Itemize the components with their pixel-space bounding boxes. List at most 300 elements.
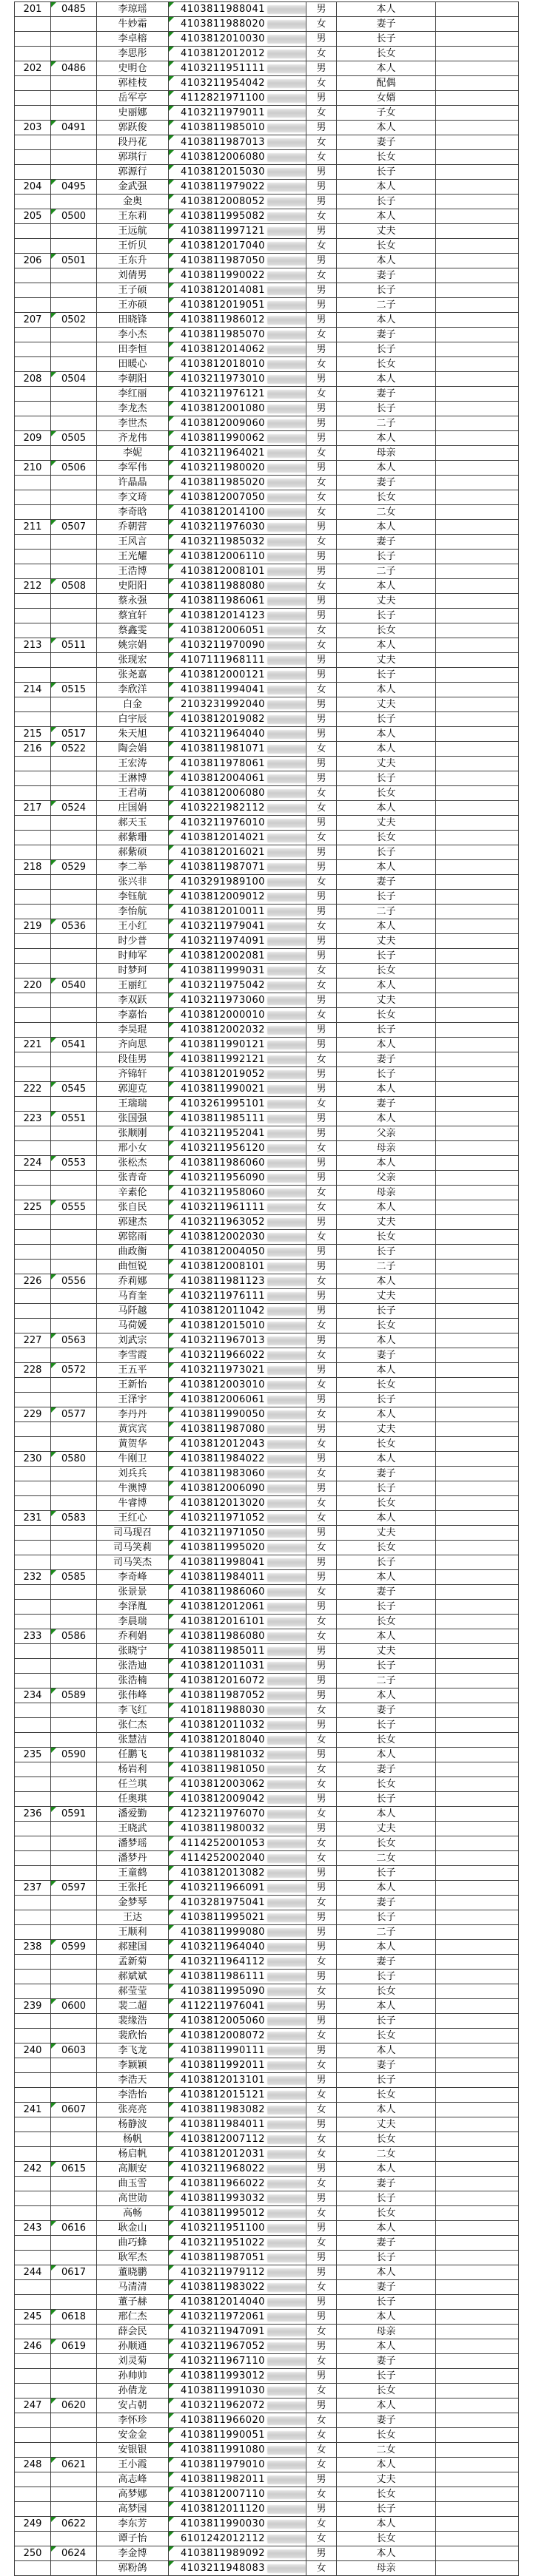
member-name-cell[interactable] <box>97 1097 169 1112</box>
member-name-cell[interactable] <box>97 1467 169 1481</box>
gender-cell[interactable] <box>306 47 337 61</box>
id-number-cell[interactable] <box>169 357 306 372</box>
id-number-cell[interactable] <box>169 2472 306 2487</box>
member-name-cell[interactable] <box>97 1792 169 1807</box>
member-name-cell[interactable] <box>97 2472 169 2487</box>
gender-cell[interactable] <box>306 2221 337 2236</box>
relation-cell[interactable] <box>337 1215 436 1230</box>
gender-cell[interactable] <box>306 1496 337 1511</box>
gender-cell[interactable] <box>306 1718 337 1733</box>
household-code-cell[interactable] <box>51 61 97 76</box>
id-number-cell[interactable] <box>169 550 306 564</box>
member-name-cell[interactable] <box>97 579 169 594</box>
member-name-cell[interactable] <box>97 993 169 1008</box>
gender-cell[interactable] <box>306 135 337 150</box>
household-code-cell[interactable] <box>51 1407 97 1422</box>
empty-cell[interactable] <box>436 416 519 431</box>
id-number-cell[interactable] <box>169 1836 306 1851</box>
empty-cell[interactable] <box>436 1644 519 1659</box>
household-code-cell[interactable] <box>51 1940 97 1955</box>
empty-cell[interactable] <box>436 2398 519 2413</box>
id-number-cell[interactable] <box>169 1304 306 1319</box>
gender-cell[interactable] <box>306 2295 337 2310</box>
member-name-cell[interactable] <box>97 47 169 61</box>
id-number-cell[interactable] <box>169 2325 306 2339</box>
id-number-cell[interactable] <box>169 964 306 978</box>
member-name-cell[interactable] <box>97 653 169 668</box>
gender-cell[interactable] <box>306 1333 337 1348</box>
relation-cell[interactable] <box>337 831 436 845</box>
serial-number-cell[interactable] <box>15 2265 51 2280</box>
member-name-cell[interactable] <box>97 1378 169 1393</box>
member-name-cell[interactable] <box>97 76 169 91</box>
serial-number-cell[interactable] <box>15 1526 51 1541</box>
id-number-cell[interactable] <box>169 505 306 520</box>
serial-number-cell[interactable] <box>15 2117 51 2132</box>
id-number-cell[interactable] <box>169 653 306 668</box>
member-name-cell[interactable] <box>97 1112 169 1126</box>
gender-cell[interactable] <box>306 1585 337 1600</box>
member-name-cell[interactable] <box>97 2443 169 2458</box>
id-number-cell[interactable] <box>169 2191 306 2206</box>
gender-cell[interactable] <box>306 2147 337 2162</box>
relation-cell[interactable] <box>337 712 436 727</box>
empty-cell[interactable] <box>436 2354 519 2369</box>
household-code-cell[interactable] <box>51 1925 97 1940</box>
empty-cell[interactable] <box>436 313 519 328</box>
serial-number-cell[interactable] <box>15 2 51 17</box>
empty-cell[interactable] <box>436 1541 519 1555</box>
empty-cell[interactable] <box>436 712 519 727</box>
id-number-cell[interactable] <box>169 2413 306 2428</box>
household-code-cell[interactable] <box>51 1289 97 1304</box>
relation-cell[interactable] <box>337 239 436 254</box>
serial-number-cell[interactable] <box>15 623 51 638</box>
gender-cell[interactable] <box>306 2443 337 2458</box>
empty-cell[interactable] <box>436 964 519 978</box>
household-code-cell[interactable] <box>51 978 97 993</box>
member-name-cell[interactable] <box>97 1274 169 1289</box>
member-name-cell[interactable] <box>97 17 169 32</box>
empty-cell[interactable] <box>436 2339 519 2354</box>
relation-cell[interactable] <box>337 1097 436 1112</box>
empty-cell[interactable] <box>436 1925 519 1940</box>
gender-cell[interactable] <box>306 1984 337 1999</box>
serial-number-cell[interactable] <box>15 239 51 254</box>
household-code-cell[interactable] <box>51 387 97 402</box>
member-name-cell[interactable] <box>97 1141 169 1156</box>
serial-number-cell[interactable] <box>15 1260 51 1274</box>
empty-cell[interactable] <box>436 668 519 683</box>
serial-number-cell[interactable] <box>15 2546 51 2561</box>
member-name-cell[interactable] <box>97 357 169 372</box>
relation-cell[interactable] <box>337 1230 436 1245</box>
relation-cell[interactable] <box>337 816 436 831</box>
household-code-cell[interactable] <box>51 683 97 697</box>
serial-number-cell[interactable] <box>15 1171 51 1186</box>
serial-number-cell[interactable] <box>15 490 51 505</box>
serial-number-cell[interactable] <box>15 416 51 431</box>
relation-cell[interactable] <box>337 106 436 121</box>
serial-number-cell[interactable] <box>15 2325 51 2339</box>
household-code-cell[interactable] <box>51 1511 97 1526</box>
gender-cell[interactable] <box>306 1555 337 1570</box>
relation-cell[interactable] <box>337 2191 436 2206</box>
serial-number-cell[interactable] <box>15 1541 51 1555</box>
id-number-cell[interactable] <box>169 1703 306 1718</box>
serial-number-cell[interactable] <box>15 1984 51 1999</box>
serial-number-cell[interactable] <box>15 816 51 831</box>
household-code-cell[interactable] <box>51 106 97 121</box>
empty-cell[interactable] <box>436 1481 519 1496</box>
relation-cell[interactable] <box>337 2162 436 2177</box>
member-name-cell[interactable] <box>97 2251 169 2265</box>
household-code-cell[interactable] <box>51 1274 97 1289</box>
household-code-cell[interactable] <box>51 209 97 224</box>
gender-cell[interactable] <box>306 1481 337 1496</box>
relation-cell[interactable] <box>337 165 436 180</box>
empty-cell[interactable] <box>436 934 519 949</box>
household-code-cell[interactable] <box>51 1644 97 1659</box>
serial-number-cell[interactable] <box>15 17 51 32</box>
id-number-cell[interactable] <box>169 2398 306 2413</box>
id-number-cell[interactable] <box>169 1171 306 1186</box>
empty-cell[interactable] <box>436 2443 519 2458</box>
empty-cell[interactable] <box>436 446 519 461</box>
member-name-cell[interactable] <box>97 1910 169 1925</box>
serial-number-cell[interactable] <box>15 180 51 195</box>
household-code-cell[interactable] <box>51 2280 97 2295</box>
id-number-cell[interactable] <box>169 1777 306 1792</box>
member-name-cell[interactable] <box>97 1570 169 1585</box>
empty-cell[interactable] <box>436 919 519 934</box>
member-name-cell[interactable] <box>97 1688 169 1703</box>
id-number-cell[interactable] <box>169 949 306 964</box>
gender-cell[interactable] <box>306 786 337 801</box>
empty-cell[interactable] <box>436 1585 519 1600</box>
id-number-cell[interactable] <box>169 1718 306 1733</box>
serial-number-cell[interactable] <box>15 1925 51 1940</box>
household-code-cell[interactable] <box>51 1186 97 1200</box>
gender-cell[interactable] <box>306 2325 337 2339</box>
relation-cell[interactable] <box>337 1437 436 1452</box>
id-number-cell[interactable] <box>169 1585 306 1600</box>
relation-cell[interactable] <box>337 949 436 964</box>
member-name-cell[interactable] <box>97 2058 169 2073</box>
id-number-cell[interactable] <box>169 2546 306 2561</box>
id-number-cell[interactable] <box>169 106 306 121</box>
relation-cell[interactable] <box>337 978 436 993</box>
gender-cell[interactable] <box>306 2043 337 2058</box>
id-number-cell[interactable] <box>169 224 306 239</box>
relation-cell[interactable] <box>337 905 436 919</box>
household-code-cell[interactable] <box>51 1230 97 1245</box>
serial-number-cell[interactable] <box>15 771 51 786</box>
gender-cell[interactable] <box>306 1629 337 1644</box>
household-code-cell[interactable] <box>51 801 97 816</box>
serial-number-cell[interactable] <box>15 1555 51 1570</box>
empty-cell[interactable] <box>436 32 519 47</box>
relation-cell[interactable] <box>337 2354 436 2369</box>
member-name-cell[interactable] <box>97 727 169 742</box>
member-name-cell[interactable] <box>97 683 169 697</box>
relation-cell[interactable] <box>337 1644 436 1659</box>
id-number-cell[interactable] <box>169 17 306 32</box>
serial-number-cell[interactable] <box>15 2339 51 2354</box>
household-code-cell[interactable] <box>51 1910 97 1925</box>
household-code-cell[interactable] <box>51 2295 97 2310</box>
member-name-cell[interactable] <box>97 594 169 609</box>
household-code-cell[interactable] <box>51 905 97 919</box>
relation-cell[interactable] <box>337 2487 436 2502</box>
relation-cell[interactable] <box>337 1866 436 1881</box>
gender-cell[interactable] <box>306 742 337 757</box>
relation-cell[interactable] <box>337 2339 436 2354</box>
id-number-cell[interactable] <box>169 742 306 757</box>
empty-cell[interactable] <box>436 1407 519 1422</box>
empty-cell[interactable] <box>436 757 519 771</box>
relation-cell[interactable] <box>337 757 436 771</box>
serial-number-cell[interactable] <box>15 2532 51 2546</box>
empty-cell[interactable] <box>436 579 519 594</box>
member-name-cell[interactable] <box>97 1999 169 2014</box>
relation-cell[interactable] <box>337 387 436 402</box>
empty-cell[interactable] <box>436 2177 519 2191</box>
household-code-cell[interactable] <box>51 2265 97 2280</box>
member-name-cell[interactable] <box>97 1038 169 1052</box>
relation-cell[interactable] <box>337 1792 436 1807</box>
household-code-cell[interactable] <box>51 2132 97 2147</box>
serial-number-cell[interactable] <box>15 283 51 298</box>
id-number-cell[interactable] <box>169 2428 306 2443</box>
id-number-cell[interactable] <box>169 476 306 490</box>
relation-cell[interactable] <box>337 1600 436 1615</box>
household-code-cell[interactable] <box>51 1984 97 1999</box>
empty-cell[interactable] <box>436 268 519 283</box>
household-code-cell[interactable] <box>51 1526 97 1541</box>
household-code-cell[interactable] <box>51 2310 97 2325</box>
empty-cell[interactable] <box>436 1703 519 1718</box>
serial-number-cell[interactable] <box>15 2162 51 2177</box>
id-number-cell[interactable] <box>169 2443 306 2458</box>
empty-cell[interactable] <box>436 387 519 402</box>
gender-cell[interactable] <box>306 1940 337 1955</box>
household-code-cell[interactable] <box>51 1378 97 1393</box>
relation-cell[interactable] <box>337 1970 436 1984</box>
id-number-cell[interactable] <box>169 1955 306 1970</box>
household-code-cell[interactable] <box>51 47 97 61</box>
empty-cell[interactable] <box>436 845 519 860</box>
serial-number-cell[interactable] <box>15 1393 51 1407</box>
empty-cell[interactable] <box>436 283 519 298</box>
relation-cell[interactable] <box>337 2428 436 2443</box>
household-code-cell[interactable] <box>51 2117 97 2132</box>
empty-cell[interactable] <box>436 875 519 890</box>
household-code-cell[interactable] <box>51 1748 97 1762</box>
serial-number-cell[interactable] <box>15 461 51 476</box>
id-number-cell[interactable] <box>169 1097 306 1112</box>
serial-number-cell[interactable] <box>15 1866 51 1881</box>
id-number-cell[interactable] <box>169 1082 306 1097</box>
empty-cell[interactable] <box>436 342 519 357</box>
id-number-cell[interactable] <box>169 1319 306 1333</box>
relation-cell[interactable] <box>337 550 436 564</box>
serial-number-cell[interactable] <box>15 653 51 668</box>
gender-cell[interactable] <box>306 1289 337 1304</box>
member-name-cell[interactable] <box>97 2073 169 2088</box>
gender-cell[interactable] <box>306 1274 337 1289</box>
gender-cell[interactable] <box>306 2 337 17</box>
gender-cell[interactable] <box>306 416 337 431</box>
gender-cell[interactable] <box>306 2251 337 2265</box>
member-name-cell[interactable] <box>97 1970 169 1984</box>
serial-number-cell[interactable] <box>15 2280 51 2295</box>
relation-cell[interactable] <box>337 1082 436 1097</box>
household-code-cell[interactable] <box>51 1659 97 1674</box>
household-code-cell[interactable] <box>51 1777 97 1792</box>
gender-cell[interactable] <box>306 224 337 239</box>
gender-cell[interactable] <box>306 180 337 195</box>
gender-cell[interactable] <box>306 2088 337 2103</box>
empty-cell[interactable] <box>436 1052 519 1067</box>
relation-cell[interactable] <box>337 1925 436 1940</box>
household-code-cell[interactable] <box>51 520 97 535</box>
household-code-cell[interactable] <box>51 1585 97 1600</box>
member-name-cell[interactable] <box>97 2265 169 2280</box>
household-code-cell[interactable] <box>51 609 97 623</box>
household-code-cell[interactable] <box>51 431 97 446</box>
id-number-cell[interactable] <box>169 2517 306 2532</box>
serial-number-cell[interactable] <box>15 905 51 919</box>
serial-number-cell[interactable] <box>15 476 51 490</box>
relation-cell[interactable] <box>337 1112 436 1126</box>
id-number-cell[interactable] <box>169 1940 306 1955</box>
serial-number-cell[interactable] <box>15 1851 51 1866</box>
relation-cell[interactable] <box>337 623 436 638</box>
member-name-cell[interactable] <box>97 2384 169 2398</box>
relation-cell[interactable] <box>337 1407 436 1422</box>
id-number-cell[interactable] <box>169 1407 306 1422</box>
empty-cell[interactable] <box>436 653 519 668</box>
household-code-cell[interactable] <box>51 668 97 683</box>
empty-cell[interactable] <box>436 1762 519 1777</box>
serial-number-cell[interactable] <box>15 964 51 978</box>
member-name-cell[interactable] <box>97 2014 169 2029</box>
serial-number-cell[interactable] <box>15 683 51 697</box>
relation-cell[interactable] <box>337 1910 436 1925</box>
member-name-cell[interactable] <box>97 964 169 978</box>
member-name-cell[interactable] <box>97 2339 169 2354</box>
gender-cell[interactable] <box>306 490 337 505</box>
serial-number-cell[interactable] <box>15 2147 51 2162</box>
member-name-cell[interactable] <box>97 461 169 476</box>
id-number-cell[interactable] <box>169 2265 306 2280</box>
empty-cell[interactable] <box>436 1363 519 1378</box>
gender-cell[interactable] <box>306 2162 337 2177</box>
gender-cell[interactable] <box>306 594 337 609</box>
empty-cell[interactable] <box>436 17 519 32</box>
member-name-cell[interactable] <box>97 2398 169 2413</box>
id-number-cell[interactable] <box>169 2058 306 2073</box>
household-code-cell[interactable] <box>51 461 97 476</box>
id-number-cell[interactable] <box>169 1023 306 1038</box>
id-number-cell[interactable] <box>169 1260 306 1274</box>
serial-number-cell[interactable] <box>15 91 51 106</box>
id-number-cell[interactable] <box>169 1984 306 1999</box>
empty-cell[interactable] <box>436 1186 519 1200</box>
relation-cell[interactable] <box>337 2058 436 2073</box>
member-name-cell[interactable] <box>97 254 169 268</box>
household-code-cell[interactable] <box>51 1570 97 1585</box>
id-number-cell[interactable] <box>169 1230 306 1245</box>
id-number-cell[interactable] <box>169 2221 306 2236</box>
household-code-cell[interactable] <box>51 91 97 106</box>
empty-cell[interactable] <box>436 209 519 224</box>
id-number-cell[interactable] <box>169 2162 306 2177</box>
household-code-cell[interactable] <box>51 1156 97 1171</box>
member-name-cell[interactable] <box>97 1748 169 1762</box>
empty-cell[interactable] <box>436 2043 519 2058</box>
member-name-cell[interactable] <box>97 1200 169 1215</box>
serial-number-cell[interactable] <box>15 1274 51 1289</box>
empty-cell[interactable] <box>436 61 519 76</box>
gender-cell[interactable] <box>306 860 337 875</box>
empty-cell[interactable] <box>436 195 519 209</box>
empty-cell[interactable] <box>436 564 519 579</box>
serial-number-cell[interactable] <box>15 949 51 964</box>
gender-cell[interactable] <box>306 757 337 771</box>
relation-cell[interactable] <box>337 283 436 298</box>
serial-number-cell[interactable] <box>15 268 51 283</box>
household-code-cell[interactable] <box>51 816 97 831</box>
member-name-cell[interactable] <box>97 135 169 150</box>
serial-number-cell[interactable] <box>15 1052 51 1067</box>
gender-cell[interactable] <box>306 1067 337 1082</box>
empty-cell[interactable] <box>436 1866 519 1881</box>
id-number-cell[interactable] <box>169 402 306 416</box>
relation-cell[interactable] <box>337 2384 436 2398</box>
household-code-cell[interactable] <box>51 1762 97 1777</box>
serial-number-cell[interactable] <box>15 298 51 313</box>
household-code-cell[interactable] <box>51 32 97 47</box>
relation-cell[interactable] <box>337 17 436 32</box>
gender-cell[interactable] <box>306 1378 337 1393</box>
member-name-cell[interactable] <box>97 2561 169 2576</box>
empty-cell[interactable] <box>436 801 519 816</box>
member-name-cell[interactable] <box>97 2162 169 2177</box>
id-number-cell[interactable] <box>169 1052 306 1067</box>
id-number-cell[interactable] <box>169 490 306 505</box>
empty-cell[interactable] <box>436 2191 519 2206</box>
member-name-cell[interactable] <box>97 2546 169 2561</box>
relation-cell[interactable] <box>337 1023 436 1038</box>
gender-cell[interactable] <box>306 121 337 135</box>
empty-cell[interactable] <box>436 1955 519 1970</box>
member-name-cell[interactable] <box>97 490 169 505</box>
empty-cell[interactable] <box>436 1097 519 1112</box>
serial-number-cell[interactable] <box>15 224 51 239</box>
serial-number-cell[interactable] <box>15 1703 51 1718</box>
member-name-cell[interactable] <box>97 535 169 550</box>
serial-number-cell[interactable] <box>15 1407 51 1422</box>
id-number-cell[interactable] <box>169 2280 306 2295</box>
relation-cell[interactable] <box>337 1629 436 1644</box>
gender-cell[interactable] <box>306 1970 337 1984</box>
gender-cell[interactable] <box>306 919 337 934</box>
id-number-cell[interactable] <box>169 2487 306 2502</box>
gender-cell[interactable] <box>306 1038 337 1052</box>
relation-cell[interactable] <box>337 461 436 476</box>
